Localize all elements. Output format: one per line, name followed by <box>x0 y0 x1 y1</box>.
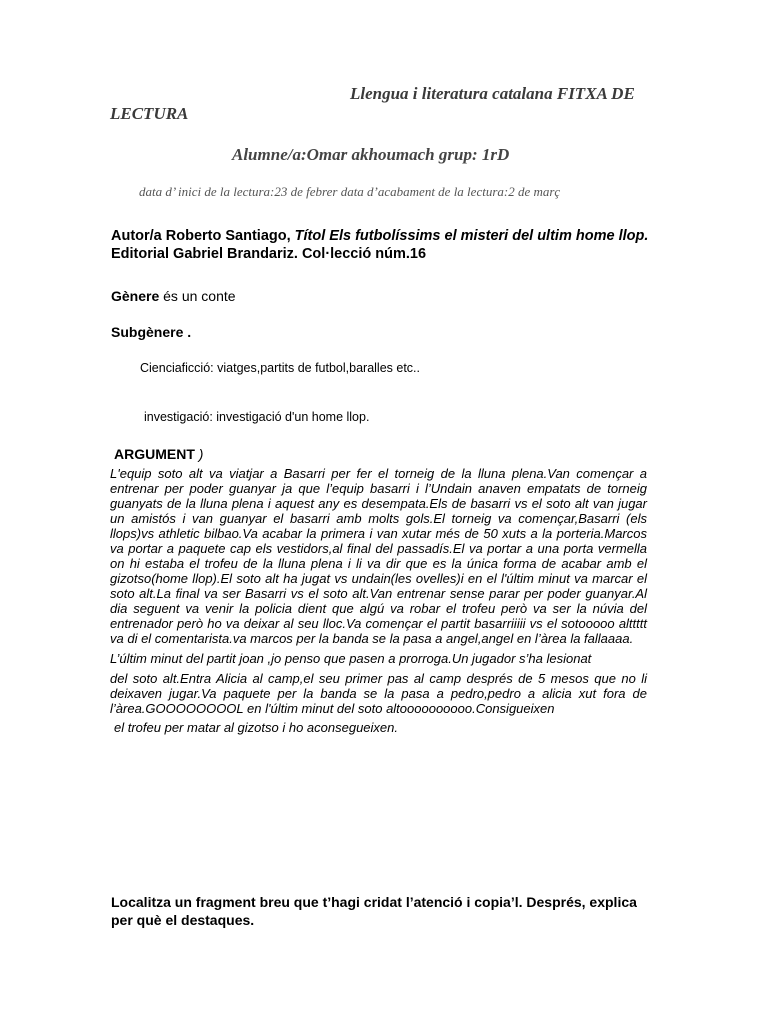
publisher-info: Editorial Gabriel Brandariz. Col·lecció núm.16 <box>111 246 427 262</box>
argument-paragraph-4: el trofeu per matar al gizotso i ho aconsegueixen. <box>114 720 399 735</box>
genre-value: és un conte <box>159 288 236 304</box>
task-prompt: Localitza un fragment breu que t’hagi cridat l’atenció i copia’l. Després, explica per què el destaques. <box>111 894 637 928</box>
author-label: Autor/a Roberto Santiago, <box>111 228 295 244</box>
genre-line <box>111 288 236 304</box>
argument-label: ARGUMENT <box>114 446 199 462</box>
argument-heading <box>114 446 203 462</box>
subgenre-item-scifi: Cienciaficció: viatges,partits de futbol,baralles etc.. <box>140 361 420 375</box>
reading-dates: data d’ inici de la lectura:23 de febrer data d’acabament de la lectura:2 de març <box>139 184 561 199</box>
book-title: Títol Els futbolíssims el misteri del ultim home llop. <box>294 228 649 244</box>
subgenre-label: Subgènere . <box>111 324 192 340</box>
document-title-line2: LECTURA <box>110 104 189 123</box>
argument-paren: ) <box>198 446 204 462</box>
argument-paragraph-2: L’últim minut del partit joan ,jo penso que pasen a prorroga.Un jugador s’ha lesionat <box>110 651 592 666</box>
subgenre-item-investigation: investigació: investigació d'un home llop. <box>144 410 370 424</box>
genre-label: Gènere <box>111 288 160 304</box>
student-info: Alumne/a:Omar akhoumach grup: 1rD <box>232 145 510 164</box>
argument-paragraph-1: L'equip soto alt va viatjar a Basarri per fer el torneig de la lluna plena.Van començar a entrenar per poder guanyar ja que l’equip basarri i l’Undain anaven empatats de torneig guanyats de la lluna plena i aquest any es desempata.Els de basarri vs el soto alt van jugar un amistós i van guanyar el basarri amb molts gols.El torneig va començar,Basarri (els llops)vs athletic bilbao.Va acabar la primera i van xutar més de 50 xuts a la porteria.Marcos va portar a paquete cap els vestidors,al final del passadís.El va portar a una porta vermella on hi estaba el trofeu de la lluna plena i li va dir que es la única forma de acabar amb el gizotso(home llop).El soto alt ha jugat vs undain(les ovelles)i en el l'últim minut va marcar el soto alt.La final va ser Basarri vs el soto alt.Van entrenar sense parar per poder guanyar.Al dia seguent va venir la policia dient que algú va robar el trofeu però va ser la núvia del entrenador però ho va deixar al seu lloc.Va començar el partit basarriiiii vs el sotooooo alttttt va di el comentarista.va marcos per la banda se la pasa a angel,angel en l’àrea la fallaaaa. <box>110 466 647 646</box>
document-title-line1: Llengua i literatura catalana FITXA DE <box>350 84 635 103</box>
argument-paragraph-3: del soto alt.Entra Alicia al camp,el seu primer pas al camp després de 5 mesos que no li deixaven jugar.Va paquete per la banda se la pasa a pedro,pedro a alicia xut fora de l’àrea.GOOOOOOOOL en l'últim minut del soto altoooooooooo.Consigueixen <box>110 671 647 716</box>
argument-text <box>110 466 647 735</box>
book-details <box>111 227 656 263</box>
